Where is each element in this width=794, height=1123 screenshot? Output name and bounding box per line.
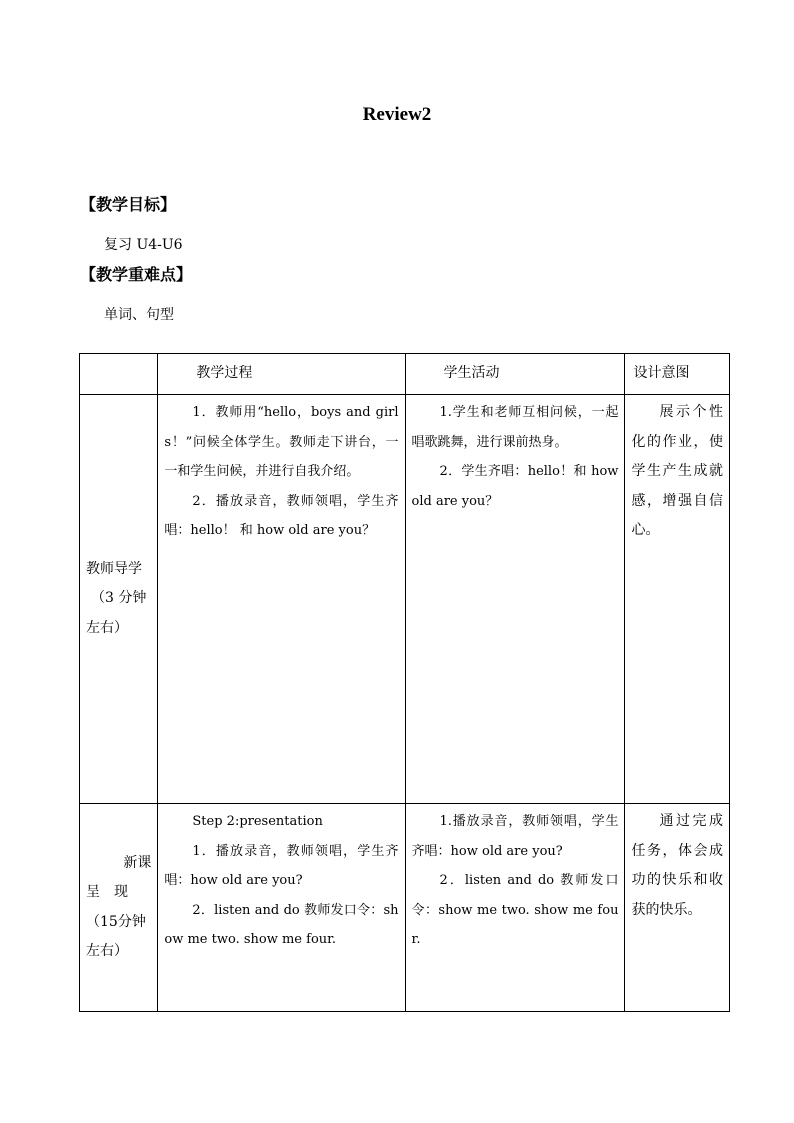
intent-cell: [625, 395, 730, 804]
table-row: [80, 804, 730, 1012]
lesson-plan-table: [79, 353, 730, 1012]
document-title: Review2: [362, 104, 432, 125]
stage-label: 新课: [123, 854, 152, 871]
section-content-key-points: 单词、句型: [104, 307, 174, 323]
header-cell-process: 教学过程: [158, 354, 405, 395]
process-step: 2．listen and do 教师发口令：show me two. show me four.: [164, 902, 399, 947]
stage-label-2: 呈 现: [86, 884, 128, 900]
process-cell: [158, 804, 405, 1012]
section-content-objectives: 复习 U4-U6: [104, 237, 183, 253]
activity-step: 2．学生齐唱：hello！和 how old are you？: [411, 464, 619, 509]
stage-cell: [80, 395, 158, 804]
process-step: 1．播放录音，教师领唱，学生齐唱：how old are you?: [164, 843, 399, 888]
intent-cell: [625, 804, 730, 1012]
process-step: 1．教师用“hello，boys and girls！”问候全体学生。教师走下讲台，一一和学生问候，并进行自我介绍。: [164, 405, 399, 479]
table-header-row: [80, 354, 730, 395]
section-heading-key-points: 【教学重难点】: [80, 265, 193, 284]
stage-label: 教师导学: [86, 560, 142, 577]
stage-duration-suffix: 左右）: [86, 943, 128, 959]
section-heading-objectives: 【教学目标】: [80, 195, 177, 214]
header-cell-intent: 设计意图: [625, 354, 730, 395]
table-row: [80, 395, 730, 804]
header-cell-stage: [80, 354, 158, 395]
intent-text: 展示个性化的作业，使学生产生成就感，增强自信心。: [631, 404, 723, 538]
activity-step: 1.播放录音，教师领唱，学生齐唱：how old are you?: [411, 814, 619, 859]
stage-duration: （15分钟: [86, 913, 146, 930]
header-cell-activity: 学生活动: [405, 354, 625, 395]
process-cell: [158, 395, 405, 804]
stage-duration: （3 分钟: [91, 590, 147, 607]
stage-duration-suffix: 左右）: [86, 619, 128, 636]
activity-cell: [405, 395, 625, 804]
activity-cell: [405, 804, 625, 1012]
activity-step: 2．listen and do 教师发口令：show me two. show me four.: [411, 873, 619, 947]
stage-cell: [80, 804, 158, 1012]
intent-text: 通过完成任务，体会成功的快乐和收获的快乐。: [631, 813, 723, 918]
process-step: 2．播放录音，教师领唱，学生齐唱：hello！ 和 how old are you？: [164, 493, 399, 538]
activity-step: 1.学生和老师互相问候，一起唱歌跳舞，进行课前热身。: [411, 405, 619, 450]
process-step: Step 2:presentation: [192, 814, 323, 829]
